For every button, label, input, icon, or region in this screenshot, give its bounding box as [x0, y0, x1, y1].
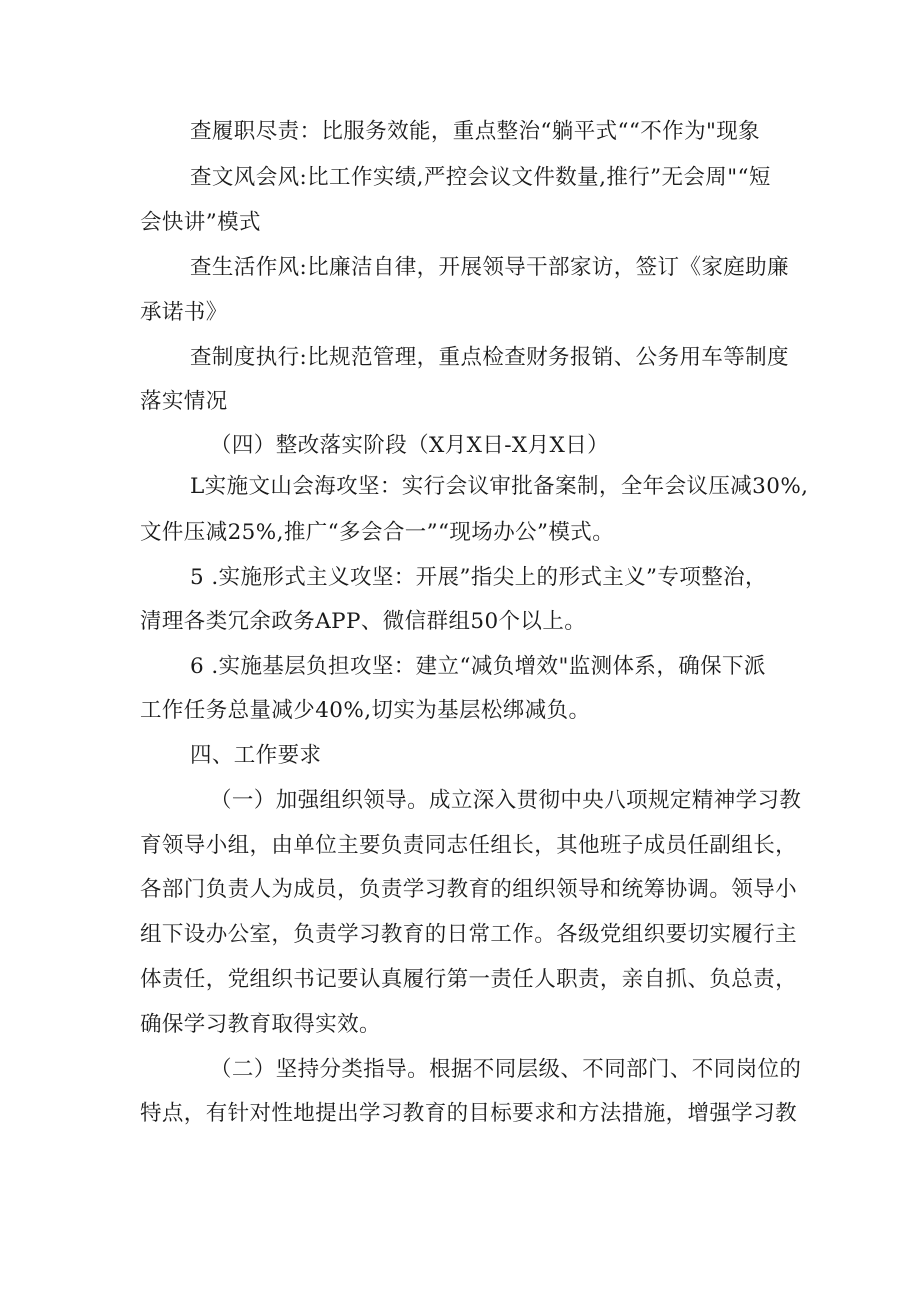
text-line: 承诺书》: [140, 300, 228, 325]
text-line: 各部门负责人为成员，负责学习教育的组织领导和统筹协调。领导小: [140, 877, 798, 902]
text-line: 组下设办公室，负责学习教育的日常工作。各级党组织要切实履行主: [140, 922, 798, 947]
text-line: 育领导小组，由单位主要负责同志任组长，其他班子成员任副组长，: [140, 833, 798, 858]
text-line: 5 .实施形式主义攻坚：开展”指尖上的形式主义”专项整治，: [190, 565, 767, 590]
text-line: 6 .实施基层负担攻坚：建立“减负增效"监测体系，确保下派: [190, 654, 766, 679]
text-line: 查文风会风:比工作实绩,严控会议文件数量,推行”无会周"“短: [190, 165, 771, 190]
text-line: 确保学习教育取得实效。: [140, 1012, 381, 1037]
text-line: 文件压减25%,推广“多会合一”“现场办公”模式。: [140, 520, 615, 545]
text-line: 体责任，党组织书记要认真履行第一责任人职责，亲自抓、负总责，: [140, 967, 798, 992]
text-line: 特点，有针对性地提出学习教育的目标要求和方法措施，增强学习教: [140, 1101, 798, 1126]
text-line: 查制度执行:比规范管理，重点检查财务报销、公务用车等制度: [190, 345, 789, 370]
text-line: L实施文山会海攻坚：实行会议审批备案制，全年会议压减30%,: [190, 474, 809, 499]
text-line: 查履职尽责：比服务效能，重点整治“躺平式““不作为"现象: [190, 119, 761, 144]
section-heading: 四、工作要求: [190, 743, 322, 768]
text-line: （一）加强组织领导。成立深入贯彻中央八项规定精神学习教: [210, 788, 802, 813]
text-line: 会快讲”模式: [140, 210, 261, 235]
text-line: 清理各类冗余政务APP、微信群组50个以上。: [140, 609, 587, 634]
text-line: 工作任务总量减少40%,切实为基层松绑减负。: [140, 698, 591, 723]
text-line: 查生活作风:比廉洁自律，开展领导干部家访，签订《家庭助廉: [190, 255, 789, 280]
text-line: 落实情况: [140, 389, 228, 414]
text-line: （二）坚持分类指导。根据不同层级、不同部门、不同岗位的: [210, 1057, 802, 1082]
section-heading: （四）整改落实阶段（X月X日-X月X日）: [210, 433, 609, 458]
